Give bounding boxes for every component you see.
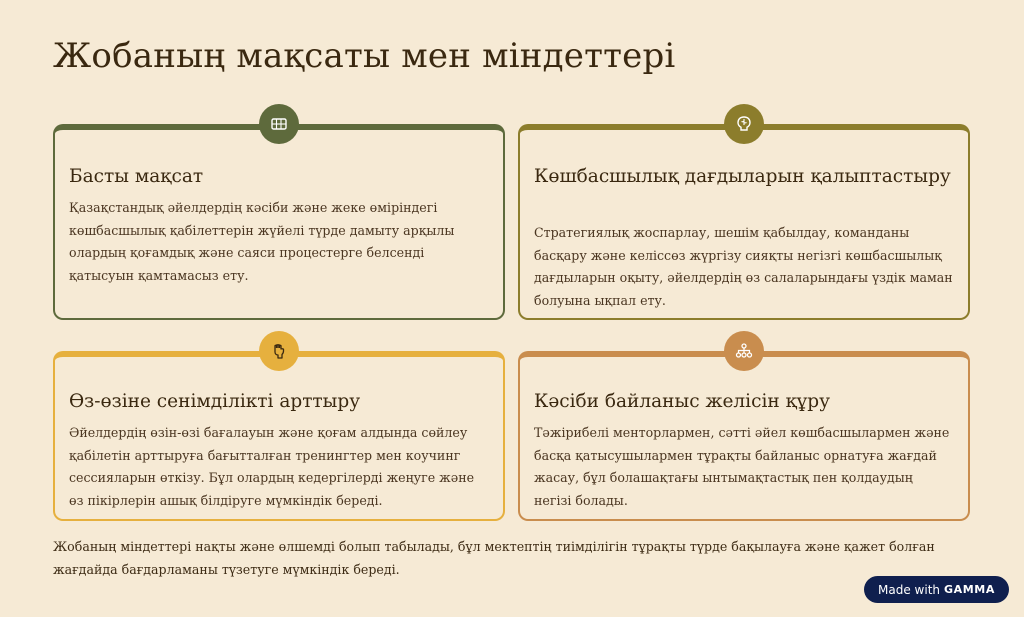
card-text: Әйелдердің өзін-өзі бағалауын және қоғам алдында сөйлеу қабілетін арттыруға бағытталған тренингтер мен коучинг сессияларын өткізу. Бұл олардың кедергілерді жеңуге және өз пікірлерін ашық білдіруге мүмкіндік береді. <box>69 425 475 508</box>
card-title: Басты мақсат <box>69 166 204 187</box>
page-title: Жобаның мақсаты мен міндеттері <box>53 36 676 76</box>
brain-bulb-icon <box>724 104 764 144</box>
card-self-confidence <box>53 351 505 521</box>
gamma-logo: GAMMA <box>944 583 995 596</box>
raised-fist-icon <box>259 331 299 371</box>
badge-prefix: Made with <box>878 582 941 597</box>
card-text: Тәжірибелі менторлармен, сәтті әйел көшбасшылармен және басқа қатысушылармен тұрақты байланыс орнатуға жағдай жасау, бұл болашақтағы ынтымақтастық пен қолдаудың негізі болады. <box>534 425 950 508</box>
target-grid-icon <box>259 104 299 144</box>
network-icon <box>724 331 764 371</box>
card-professional-network <box>518 351 970 521</box>
card-title: Көшбасшылық дағдыларын қалыптастыру <box>534 166 951 187</box>
made-with-gamma-badge[interactable] <box>864 576 1009 603</box>
card-main-goal <box>53 124 505 320</box>
footer-text: Жобаның міндеттері нақты және өлшемді болып табылады, бұл мектептің тиімділігін тұрақты түрде бақылауға және қажет болған жағдайда бағдарламаны түзетуге мүмкіндік береді. <box>53 539 935 577</box>
card-text: Қазақстандық әйелдердің кәсіби және жеке өміріндегі көшбасшылық қабілеттерін жүйелі түрде дамыту арқылы олардың қоғамдық және саяси процестерге белсенді қатысуын қамтамасыз ету. <box>69 200 455 283</box>
card-text: Стратегиялық жоспарлау, шешім қабылдау, команданы басқару және келіссөз жүргізу сияқты негізгі көшбасшылық дағдыларын оқыту, әйелдердің өз салаларындағы үздік маман болуына ықпал ету. <box>534 225 953 308</box>
card-title: Кәсіби байланыс желісін құру <box>534 391 830 412</box>
card-title: Өз-өзіне сенімділікті арттыру <box>69 391 361 412</box>
card-leadership-skills <box>518 124 970 320</box>
